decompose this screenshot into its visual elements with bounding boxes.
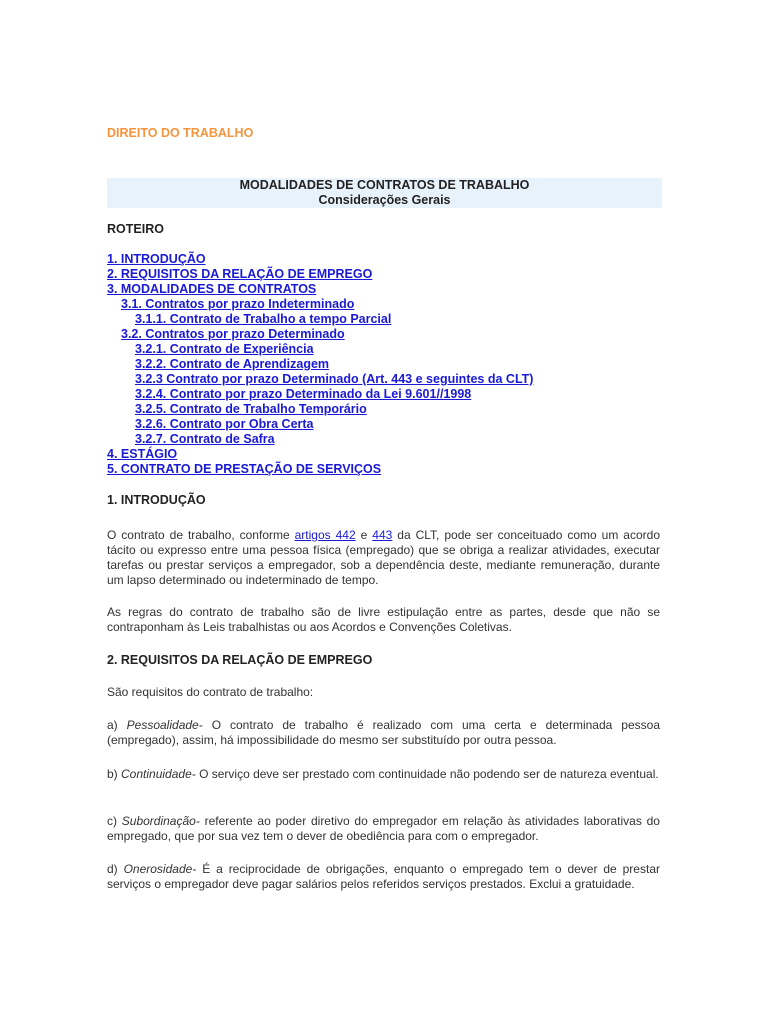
- section-paragraph: [107, 528, 660, 588]
- toc-link[interactable]: 3.2.2. Contrato de Aprendizagem: [135, 357, 330, 371]
- item-text: referente ao poder diretivo do empregador em relação às atividades laborativas do empregado, que por sua vez tem o dever de obediência para com o empregador.: [107, 814, 660, 843]
- toc-link[interactable]: 3.2.6. Contrato por Obra Certa: [135, 417, 314, 431]
- header-title: MODALIDADES DE CONTRATOS DE TRABALHO: [239, 178, 530, 192]
- item-term: Subordinação-: [121, 814, 200, 828]
- toc-link[interactable]: 5. CONTRATO DE PRESTAÇÃO DE SERVIÇOS: [107, 462, 382, 476]
- item-prefix: b): [107, 767, 122, 781]
- item-term: Pessoalidade-: [126, 718, 203, 732]
- requirement-item: [107, 814, 660, 844]
- section-paragraph: São requisitos do contrato de trabalho:: [107, 685, 314, 699]
- toc-link[interactable]: 3.2.5. Contrato de Trabalho Temporário: [135, 402, 367, 416]
- requirement-item: [107, 862, 660, 892]
- roteiro-label: ROTEIRO: [107, 222, 164, 236]
- item-text: O contrato de trabalho é realizado com uma certa e determinada pessoa (empregado), assim, há impossibilidade do mesmo ser substituído por outra pessoa.: [107, 718, 660, 747]
- toc-link[interactable]: 3.2.1. Contrato de Experiência: [135, 342, 314, 356]
- item-term: Onerosidade-: [123, 862, 197, 876]
- link-artigo-443[interactable]: 443: [372, 528, 393, 542]
- toc-link[interactable]: 3.1.1. Contrato de Trabalho a tempo Parcial: [135, 312, 392, 326]
- requirement-item: [107, 767, 660, 782]
- item-prefix: c): [107, 814, 122, 828]
- paragraph-text: da CLT, pode ser conceituado como um acordo tácito ou expresso entre uma pessoa física (empregado) que se obriga a realizar atividades, executar tarefas ou prestar serviços a empregador, sob a dependência deste, mediante remuneração, durante um lapso determinado ou indeterminado de tempo.: [107, 528, 660, 587]
- toc-link[interactable]: 4. ESTÁGIO: [107, 447, 178, 461]
- item-text: É a reciprocidade de obrigações, enquanto o empregado tem o dever de prestar serviços o empregador deve pagar salários pelos referidos serviços prestados. Exclui a gratuidade.: [107, 862, 660, 891]
- toc-link[interactable]: 3.2. Contratos por prazo Determinado: [121, 327, 345, 341]
- link-artigos-442[interactable]: artigos 442: [294, 528, 356, 542]
- toc-link[interactable]: 2. REQUISITOS DA RELAÇÃO DE EMPREGO: [107, 267, 373, 281]
- item-prefix: d): [107, 862, 124, 876]
- requirement-item: [107, 718, 660, 748]
- item-term: Continuidade-: [121, 767, 196, 781]
- document-header-box: [107, 178, 662, 208]
- section-paragraph: As regras do contrato de trabalho são de livre estipulação entre as partes, desde que não se contraponham às Leis trabalhistas ou aos Acordos e Convenções Coletivas.: [107, 605, 660, 634]
- document-title: DIREITO DO TRABALHO: [107, 126, 254, 140]
- toc-link[interactable]: 3.2.4. Contrato por prazo Determinado da Lei 9.601//1998: [135, 387, 472, 401]
- toc-link[interactable]: 3. MODALIDADES DE CONTRATOS: [107, 282, 317, 296]
- toc-link[interactable]: 3.1. Contratos por prazo Indeterminado: [121, 297, 355, 311]
- section-heading: 2. REQUISITOS DA RELAÇÃO DE EMPREGO: [107, 653, 373, 667]
- header-subtitle: Considerações Gerais: [318, 193, 451, 207]
- section-heading: 1. INTRODUÇÃO: [107, 493, 206, 507]
- toc-link[interactable]: 1. INTRODUÇÃO: [107, 252, 206, 266]
- toc-link[interactable]: 3.2.3 Contrato por prazo Determinado (Art. 443 e seguintes da CLT): [135, 372, 534, 386]
- paragraph-text: O contrato de trabalho, conforme: [107, 528, 295, 542]
- item-text: O serviço deve ser prestado com continuidade não podendo ser de natureza eventual.: [195, 767, 659, 781]
- toc-link[interactable]: 3.2.7. Contrato de Safra: [135, 432, 275, 446]
- item-prefix: a): [107, 718, 127, 732]
- paragraph-text: e: [355, 528, 373, 542]
